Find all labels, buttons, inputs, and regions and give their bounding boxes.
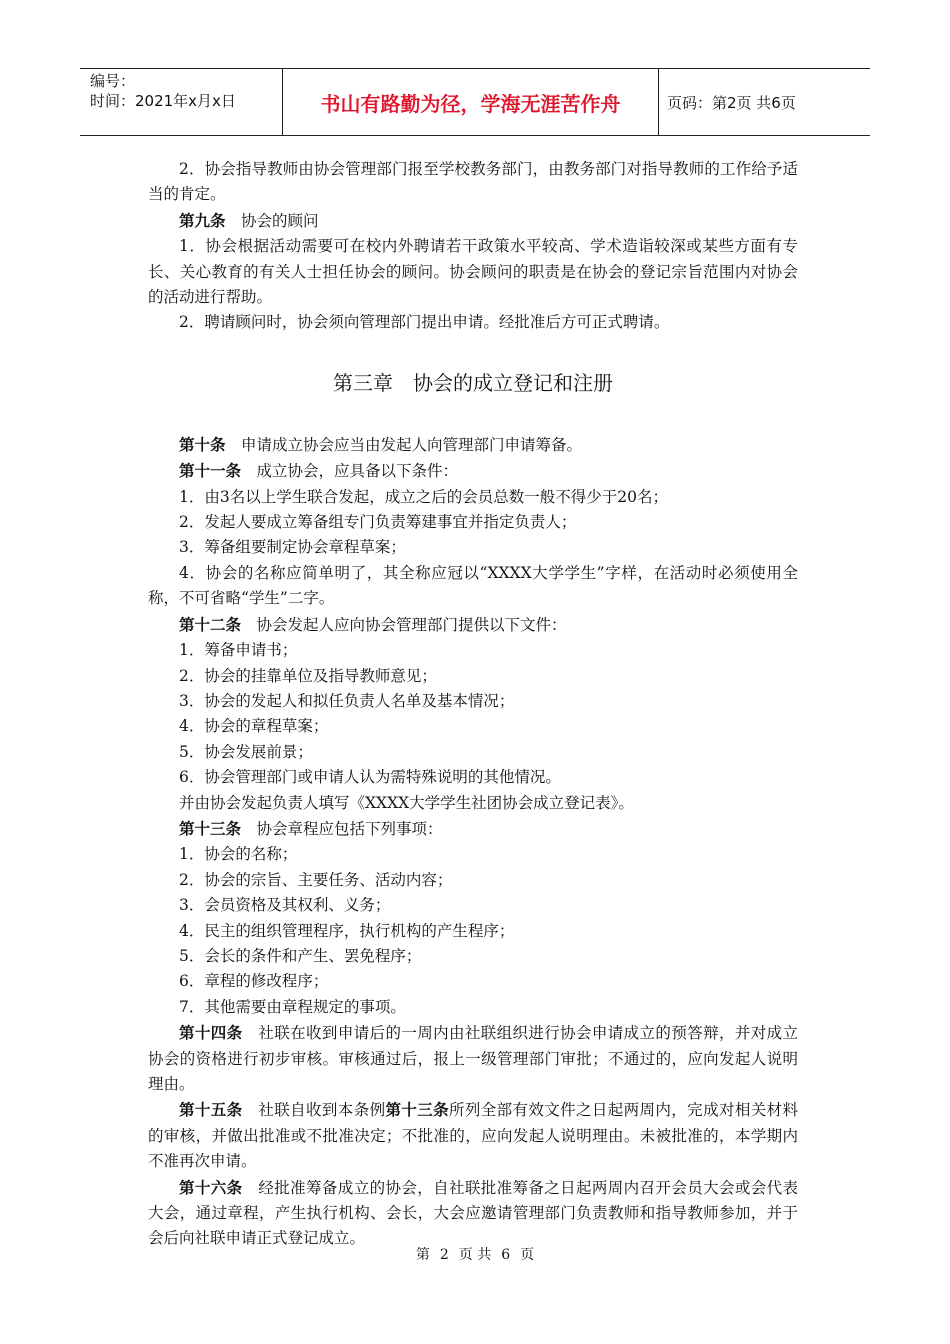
time-label: 时间：2021年x月x日 (90, 92, 236, 110)
paragraph: 2．协会的宗旨、主要任务、活动内容； (179, 870, 453, 889)
paragraph: 1．协会根据活动需要可在校内外聘请若干政策水平较高、学术造诣较深或某些方面有专长、关心教育的有关人士担任协会的顾问。协会顾问的职责是在协会的登记宗旨范围内对协会的活动进行帮助。 (148, 237, 798, 307)
paragraph: 2．协会的挂靠单位及指导教师意见； (179, 666, 437, 685)
paragraph: 6．章程的修改程序； (179, 972, 329, 991)
paragraph: 1．筹备申请书； (179, 641, 298, 660)
paragraph: 1．由3名以上学生联合发起，成立之后的会员总数一般不得少于20名； (179, 487, 668, 506)
chapter-content (148, 432, 798, 1252)
paragraph: 7．其他需要由章程规定的事项。 (179, 997, 406, 1016)
paragraph: 3．会员资格及其权利、义务； (179, 896, 391, 915)
paragraph: 2．协会指导教师由协会管理部门报至学校教务部门，由教务部门对指导教师的工作给予适当的肯定。 (148, 160, 798, 204)
article-paragraph: 第十条 申请成立协会应当由发起人向管理部门申请筹备。 (179, 434, 583, 454)
number-label: 编号： (90, 72, 136, 90)
article-paragraph: 第十三条 协会章程应包括下列事项： (179, 818, 443, 838)
paragraph: 1．协会的名称； (179, 845, 298, 864)
header-page-label: 页码：第2页 共6页 (667, 93, 796, 112)
article-paragraph: 第十五条 社联自收到本条例第十三条所列全部有效文件之日起两周内，完成对相关材料的审核，并做出批准或不批准决定；不批准的，应向发起人说明理由。未被批准的，本学期内不准再次申请。 (148, 1100, 798, 1171)
page-header (80, 68, 870, 136)
paragraph: 2．发起人要成立筹备组专门负责筹建事宜并指定负责人； (179, 513, 577, 532)
paragraph: 5．协会发展前景； (179, 742, 313, 761)
paragraph: 5．会长的条件和产生、罢免程序； (179, 946, 422, 965)
paragraph: 4．协会的章程草案； (179, 717, 329, 736)
paragraph: 4．民主的组织管理程序，执行机构的产生程序； (179, 921, 515, 940)
paragraph: 4．协会的名称应简单明了，其全称应冠以“XXXX大学学生”字样，在活动时必须使用全称，不可省略“学生”二字。 (148, 563, 798, 608)
paragraph: 3．协会的发起人和拟任负责人名单及基本情况； (179, 691, 515, 710)
page-footer: 第 2 页 共 6 页 (415, 1247, 535, 1263)
paragraph: 2．聘请顾问时，协会须向管理部门提出申请。经批准后方可正式聘请。 (179, 313, 670, 332)
article-paragraph: 第十六条 经批准筹备成立的协会，自社联批准筹备之日起两周内召开会员大会或会代表大会，通过章程，产生执行机构、会长，大会应邀请管理部门负责教师和指导教师参加，并于会后向社联申请正式登记成立。 (148, 1177, 798, 1248)
paragraph: 6．协会管理部门或申请人认为需特殊说明的其他情况。 (179, 768, 561, 787)
chapter-title: 第三章 协会的成立登记和注册 (333, 370, 613, 395)
footer-total-pages: 6 (501, 1247, 511, 1263)
header-left-cell (80, 69, 283, 135)
paragraph: 并由协会发起负责人填写《XXXX大学学生社团协会成立登记表》。 (179, 793, 634, 812)
article-paragraph: 第十四条 社联在收到申请后的一周内由社联组织进行协会申请成立的预答辩，并对成立协会的资格进行初步审核。审核通过后，报上一级管理部门审批；不通过的，应向发起人说明理由。 (148, 1023, 798, 1093)
article-paragraph: 第十二条 协会发起人应向协会管理部门提供以下文件： (179, 614, 567, 634)
header-motto: 书山有路勤为径，学海无涯苦作舟 (283, 69, 659, 135)
article-heading: 第九条 协会的顾问 (179, 210, 319, 230)
footer-page-number: 2 (439, 1247, 449, 1263)
article-paragraph: 第十一条 成立协会，应具备以下条件： (179, 461, 459, 481)
document-body (148, 157, 798, 1252)
paragraph: 3．筹备组要制定协会章程草案； (179, 538, 406, 557)
